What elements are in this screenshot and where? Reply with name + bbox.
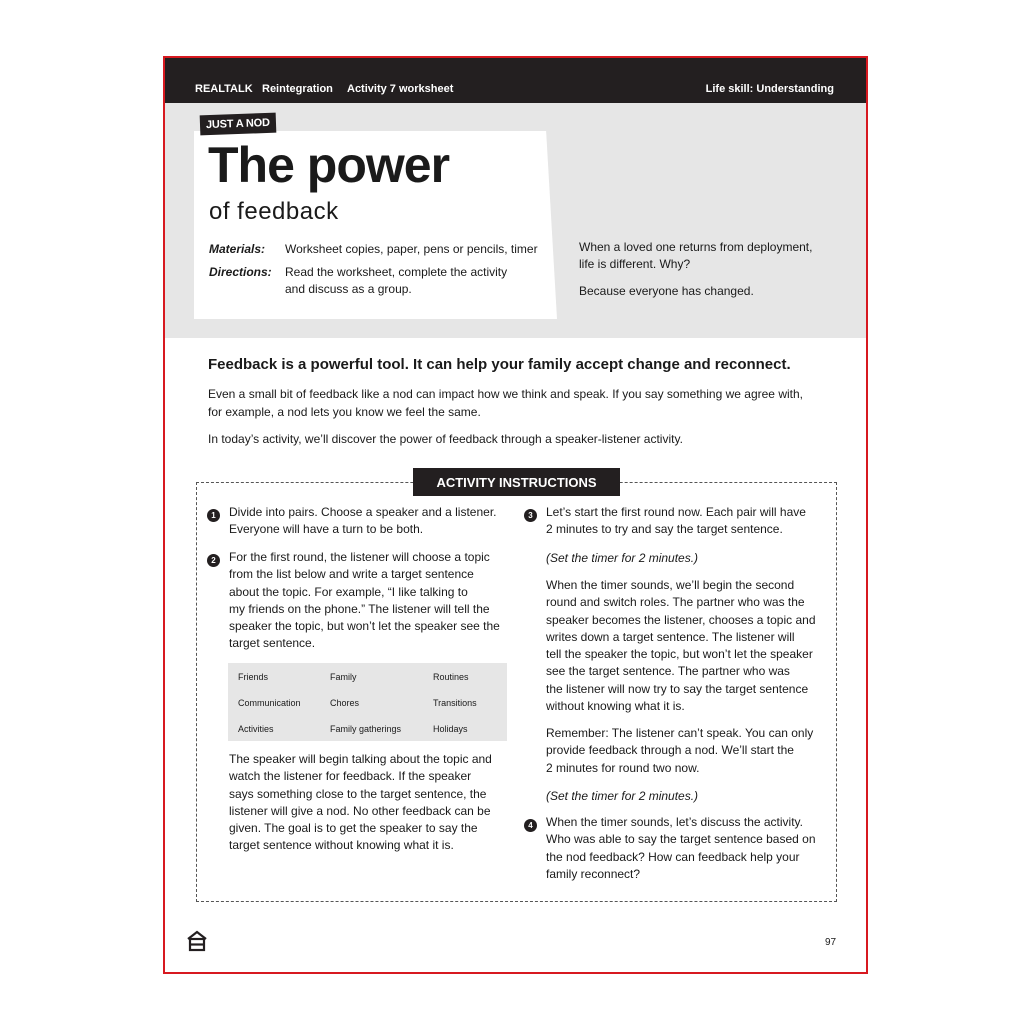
step-3-reminder <box>546 725 836 777</box>
materials-value: Worksheet copies, paper, pens or pencils, timer <box>285 242 538 256</box>
step-line: round and switch roles. The partner who was the <box>546 595 805 610</box>
step-line: given. The goal is to get the speaker to say the <box>229 821 478 836</box>
step-line: watch the listener for feedback. If the speaker <box>229 769 472 784</box>
step-line: tell the speaker the topic, but won’t let the speaker <box>546 647 813 662</box>
activity-title: ACTIVITY INSTRUCTIONS <box>413 468 620 496</box>
page-number: 97 <box>825 937 837 948</box>
home-icon <box>186 930 208 952</box>
topic-cell: Friends <box>238 672 269 682</box>
step-2 <box>229 549 519 653</box>
directions-line: Read the worksheet, complete the activity <box>285 265 508 279</box>
page-title: The power <box>208 137 450 193</box>
step-line: my friends on the phone.” The listener will tell the <box>229 601 490 616</box>
directions-label: Directions: <box>209 265 272 279</box>
step-line: without knowing what it is. <box>546 699 685 714</box>
step-3 <box>546 504 836 539</box>
timer-note: (Set the timer for 2 minutes.) <box>546 551 699 565</box>
section-label: Reintegration <box>262 83 333 95</box>
topic-cell: Family <box>330 672 357 682</box>
page-subtitle: of feedback <box>209 198 339 225</box>
step-line: Remember: The listener can’t speak. You can only <box>546 726 814 740</box>
step-line: provide feedback through a nod. We’ll start the <box>546 743 794 758</box>
worksheet-label: Activity 7 worksheet <box>347 83 454 95</box>
step-line: target sentence. <box>229 636 316 651</box>
step-line: speaker becomes the listener, chooses a topic and <box>546 612 816 627</box>
intro-line: life is different. Why? <box>579 257 691 271</box>
step-line: target sentence without knowing what it is. <box>229 838 454 853</box>
step-line: Let’s start the first round now. Each pair will have <box>546 505 806 519</box>
step-line: The speaker will begin talking about the topic and <box>229 752 492 766</box>
step-number: 4 <box>524 819 537 832</box>
step-number: 2 <box>207 554 220 567</box>
lead-statement: Feedback is a powerful tool. It can help your family accept change and reconnect. <box>208 356 791 373</box>
step-line: When the timer sounds, we’ll begin the second <box>546 578 795 592</box>
step-3-round-two <box>546 577 836 715</box>
topic-cell: Chores <box>330 698 360 708</box>
intro-answer: Because everyone has changed. <box>579 284 754 298</box>
paragraph-line: Even a small bit of feedback like a nod can impact how we think and speak. If you say something we agree with, <box>208 387 803 401</box>
step-4 <box>546 814 836 883</box>
timer-note: (Set the timer for 2 minutes.) <box>546 789 699 803</box>
step-1 <box>229 504 519 539</box>
step-line: When the timer sounds, let’s discuss the activity. <box>546 815 803 829</box>
topic-cell: Communication <box>238 698 301 708</box>
topic-cell: Holidays <box>433 724 468 734</box>
step-line: the nod feedback? How can feedback help your <box>546 849 800 864</box>
step-line: speaker the topic, but won’t let the speaker see the <box>229 619 500 634</box>
paragraph-line: for example, a nod lets you know we feel the same. <box>208 405 481 419</box>
directions-value <box>285 264 555 298</box>
step-line: says something close to the target sentence, the <box>229 786 487 801</box>
intro-line: When a loved one returns from deployment, <box>579 240 813 254</box>
activity-intro: In today’s activity, we’ll discover the power of feedback through a speaker-listener activity. <box>208 432 683 446</box>
step-number: 1 <box>207 509 220 522</box>
worksheet-page <box>163 56 868 974</box>
step-line: 2 minutes for round two now. <box>546 760 700 775</box>
life-skill-label: Life skill: Understanding <box>705 83 834 95</box>
tag-badge: JUST A NOD <box>200 113 276 136</box>
brand-label: REALTALK <box>195 83 253 95</box>
step-line: about the topic. For example, “I like talking to <box>229 584 468 599</box>
step-2-continued <box>229 751 519 855</box>
topic-cell: Activities <box>238 724 274 734</box>
hero-intro <box>579 239 839 300</box>
step-line: from the list below and write a target sentence <box>229 567 474 582</box>
step-line: listener will give a nod. No other feedback can be <box>229 803 491 818</box>
step-line: writes down a target sentence. The listener will <box>546 629 795 644</box>
step-line: Everyone will have a turn to be both. <box>229 522 424 537</box>
step-line: the listener will now try to say the target sentence <box>546 681 809 696</box>
materials-label: Materials: <box>209 242 266 256</box>
step-line: For the first round, the listener will choose a topic <box>229 550 490 564</box>
step-line: Who was able to say the target sentence based on <box>546 832 816 847</box>
directions-line: and discuss as a group. <box>285 282 412 296</box>
step-number: 3 <box>524 509 537 522</box>
step-line: 2 minutes to try and say the target sentence. <box>546 522 783 537</box>
topic-cell: Family gatherings <box>330 724 402 734</box>
topic-table <box>228 663 507 741</box>
topic-cell: Transitions <box>433 698 477 708</box>
step-line: see the target sentence. The partner who was <box>546 664 790 679</box>
step-line: Divide into pairs. Choose a speaker and a listener. <box>229 505 497 519</box>
header-bar <box>165 58 866 103</box>
topic-cell: Routines <box>433 672 469 682</box>
step-line: family reconnect? <box>546 866 641 881</box>
intro-paragraph <box>208 385 833 421</box>
